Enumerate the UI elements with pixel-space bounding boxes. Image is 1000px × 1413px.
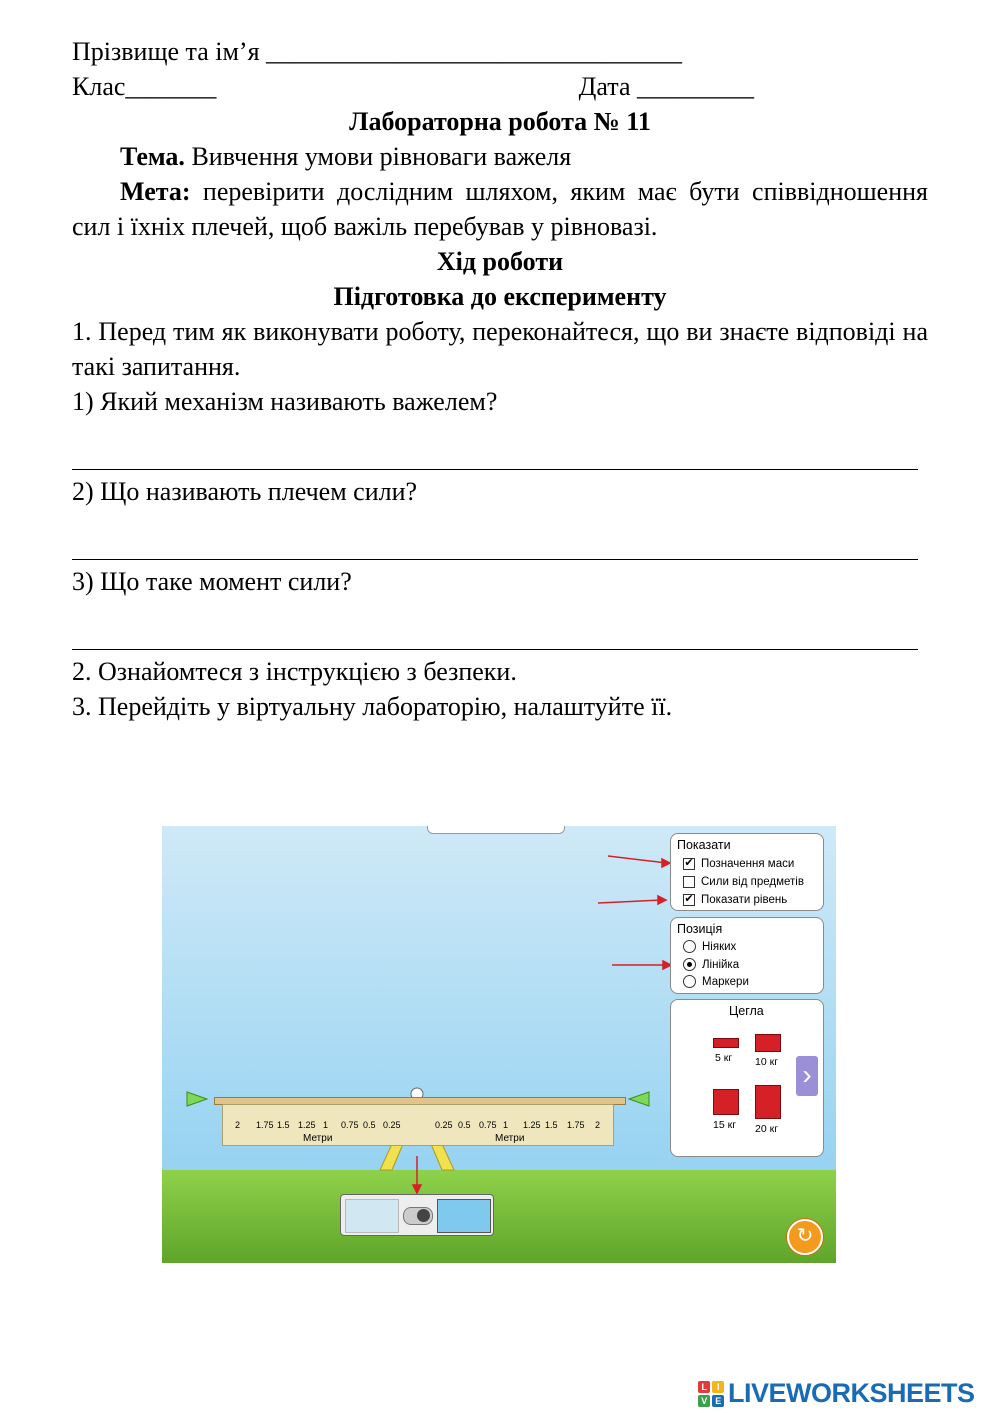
option-label: Лінійка [702, 958, 740, 971]
step-2: 2. Ознайомтеся з інструкцією з безпеки. [72, 657, 517, 686]
option-mass-labels[interactable] [683, 858, 794, 870]
class-line: Клас_______ [72, 72, 217, 101]
radio-icon[interactable] [683, 958, 696, 971]
arrow-head-icon [413, 1185, 421, 1193]
brick-5kg[interactable] [713, 1038, 739, 1048]
ruler [222, 1104, 614, 1146]
option-label: Маркери [702, 975, 749, 988]
option-level[interactable] [683, 894, 787, 906]
arrow-mass-labels [608, 856, 667, 863]
option-label: Сили від предметів [701, 876, 804, 888]
option-label: Ніяких [702, 940, 737, 953]
ruler-tick-label: 0.75 [341, 1120, 359, 1130]
ruler-tick-label: 1.75 [567, 1120, 585, 1130]
name-line: Прізвище та ім’я ________________________________ [72, 37, 683, 66]
ruler-tick-label: 1.25 [298, 1120, 316, 1130]
level-marker-left-icon [187, 1092, 207, 1106]
question-3: 3) Що таке момент сили? [72, 567, 352, 596]
arrow-level [598, 900, 662, 903]
topic-text: Вивчення умови рівноваги важеля [191, 142, 572, 171]
arrow-head-icon [662, 859, 670, 867]
brand-name: LIVEWORKSHEETS [728, 1378, 975, 1408]
step-3: 3. Перейдіть у віртуальну лабораторію, налаштуйте її. [72, 692, 673, 721]
logo-icon: L I V E [698, 1381, 724, 1407]
ruler-tick-label: 2 [595, 1120, 601, 1130]
question-1: 1) Який механізм називають важелем? [72, 387, 498, 416]
lab-view-thumbnail[interactable] [345, 1199, 399, 1233]
brick-label: 20 кг [755, 1123, 779, 1135]
class-date-row [72, 69, 928, 104]
position-panel [670, 917, 824, 994]
brick-10kg[interactable] [755, 1034, 781, 1052]
option-label: Показати рівень [701, 894, 788, 906]
checkbox-icon[interactable]: ✔ [684, 857, 694, 869]
answer-line-1[interactable] [72, 419, 918, 470]
question-2: 2) Що називають плечем сили? [72, 477, 418, 506]
answer-line-3[interactable] [72, 599, 918, 650]
ruler-tick-label: 0.5 [363, 1120, 376, 1130]
step-1: 1. Перед тим як виконувати роботу, переконайтеся, що ви знаєте відповіді на такі запитання. [72, 317, 928, 381]
ruler-tick-label: 0.75 [479, 1120, 497, 1130]
goal-text: перевірити дослідним шляхом, яким має бути співвідношення сил і їхніх плечей, щоб важіль перебував у рівновазі. [72, 177, 929, 241]
date-line: Дата _________ [578, 72, 754, 101]
radio-icon[interactable] [683, 940, 696, 953]
ruler-tick-label: 0.25 [435, 1120, 453, 1130]
view-toggle[interactable] [403, 1207, 433, 1225]
lever-simulation [162, 826, 836, 1263]
brick-label: 10 кг [755, 1056, 779, 1068]
liveworksheets-logo [698, 1378, 975, 1409]
worksheet [72, 34, 928, 724]
checkbox-icon[interactable]: ✔ [684, 893, 694, 905]
option-forces[interactable] [683, 876, 804, 888]
arrow-head-icon [658, 896, 666, 904]
brick-label: 5 кг [715, 1052, 733, 1064]
next-bricks-chevron-icon[interactable]: › [796, 1056, 818, 1096]
answer-line-2[interactable] [72, 509, 918, 560]
radio-icon[interactable] [683, 975, 696, 988]
ruler-unit-left: Метри [303, 1133, 333, 1144]
topic [72, 139, 928, 174]
option-label: Позначення маси [701, 858, 795, 870]
checkbox-icon[interactable] [683, 876, 695, 888]
prep-title: Підготовка до експерименту [333, 282, 667, 311]
goal-label: Мета: [120, 177, 191, 206]
topic-label: Тема. [120, 142, 185, 171]
bricks-panel-title: Цегла [729, 1004, 764, 1018]
option-markers[interactable] [683, 975, 749, 988]
ruler-tick-label: 1.5 [545, 1120, 558, 1130]
option-ruler[interactable] [683, 958, 739, 971]
ruler-tick-label: 1.25 [523, 1120, 541, 1130]
brick-20kg[interactable] [755, 1085, 781, 1119]
reset-icon[interactable]: ↻ [787, 1219, 823, 1255]
ruler-tick-label: 0.25 [383, 1120, 401, 1130]
option-none[interactable] [683, 940, 736, 953]
goal [72, 174, 928, 244]
ruler-tick-label: 1.5 [277, 1120, 290, 1130]
brick-15kg[interactable] [713, 1089, 739, 1115]
lab-title: Лабораторна робота № 11 [349, 107, 651, 136]
ruler-tick-label: 2 [235, 1120, 241, 1130]
ruler-tick-label: 0.5 [458, 1120, 471, 1130]
ruler-tick-label: 1 [503, 1120, 509, 1130]
ruler-tick-label: 1 [323, 1120, 329, 1130]
game-view-thumbnail[interactable] [437, 1199, 491, 1233]
brick-label: 15 кг [713, 1119, 737, 1131]
position-panel-title: Позиція [677, 922, 723, 936]
view-switch [340, 1194, 494, 1236]
show-panel-title: Показати [677, 838, 731, 852]
level-marker-right-icon [629, 1092, 649, 1106]
ruler-tick-label: 1.75 [256, 1120, 274, 1130]
ruler-unit-right: Метри [495, 1133, 525, 1144]
show-panel [670, 833, 824, 911]
progress-title: Хід роботи [436, 247, 564, 276]
